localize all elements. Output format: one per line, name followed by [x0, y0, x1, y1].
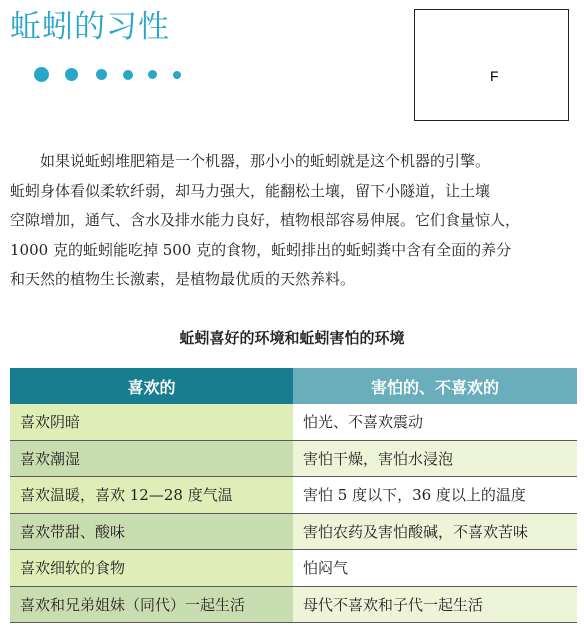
header-like: 喜欢的: [10, 368, 293, 404]
paragraph-line: 蚯蚓身体看似柔软纤弱，却马力强大，能翻松土壤，留下小隧道，让土壤: [10, 181, 491, 200]
table-title: 蚯蚓喜好的环境和蚯蚓害怕的环境: [179, 329, 405, 347]
habits-table: [10, 368, 577, 623]
cell-dislike: 怕闷气: [293, 550, 577, 587]
table-row: [10, 513, 577, 550]
cell-like: 喜欢阴暗: [10, 404, 293, 440]
dot-4: [123, 70, 133, 80]
cell-dislike: 怕光、不喜欢震动: [293, 404, 577, 440]
cell-like: 喜欢和兄弟姐妹（同代）一起生活: [10, 586, 293, 623]
page-title: 蚯蚓的习性: [10, 9, 170, 45]
paragraph-line: 如果说蚯蚓堆肥箱是一个机器，那小小的蚯蚓就是这个机器的引擎。: [40, 152, 491, 170]
body-paragraph: [10, 147, 578, 295]
table-row: [10, 477, 577, 514]
cell-like: 喜欢细软的食物: [10, 550, 293, 587]
decorative-dots: [34, 67, 194, 83]
dot-3: [96, 69, 107, 80]
paragraph-line: 1000 克的蚯蚓能吃掉 500 克的食物，蚯蚓排出的蚯蚓粪中含有全面的养分: [10, 240, 512, 259]
cell-dislike: 害怕干燥，害怕水浸泡: [293, 440, 577, 477]
dot-5: [148, 70, 157, 79]
cell-dislike: 害怕 5 度以下，36 度以上的温度: [293, 477, 577, 514]
figure-placeholder: [414, 9, 569, 121]
cell-like: 喜欢温暖，喜欢 12—28 度气温: [10, 477, 293, 514]
dot-1: [34, 67, 49, 82]
paragraph-line: 和天然的植物生长激素，是植物最优质的天然养料。: [10, 270, 356, 288]
cell-dislike: 害怕农药及害怕酸碱，不喜欢苦味: [293, 513, 577, 550]
cell-dislike: 母代不喜欢和子代一起生活: [293, 586, 577, 623]
table-header-row: [10, 368, 577, 404]
figure-label: F: [490, 68, 499, 84]
table-row: [10, 550, 577, 587]
table-row: [10, 404, 577, 440]
header-dislike: 害怕的、不喜欢的: [293, 368, 577, 404]
cell-like: 喜欢带甜、酸味: [10, 513, 293, 550]
table-row: [10, 586, 577, 623]
dot-2: [65, 68, 78, 81]
table-row: [10, 440, 577, 477]
dot-6: [173, 71, 181, 79]
paragraph-line: 空隙增加，通气、含水及排水能力良好，植物根部容易伸展。它们食量惊人，: [10, 211, 521, 229]
cell-like: 喜欢潮湿: [10, 440, 293, 477]
